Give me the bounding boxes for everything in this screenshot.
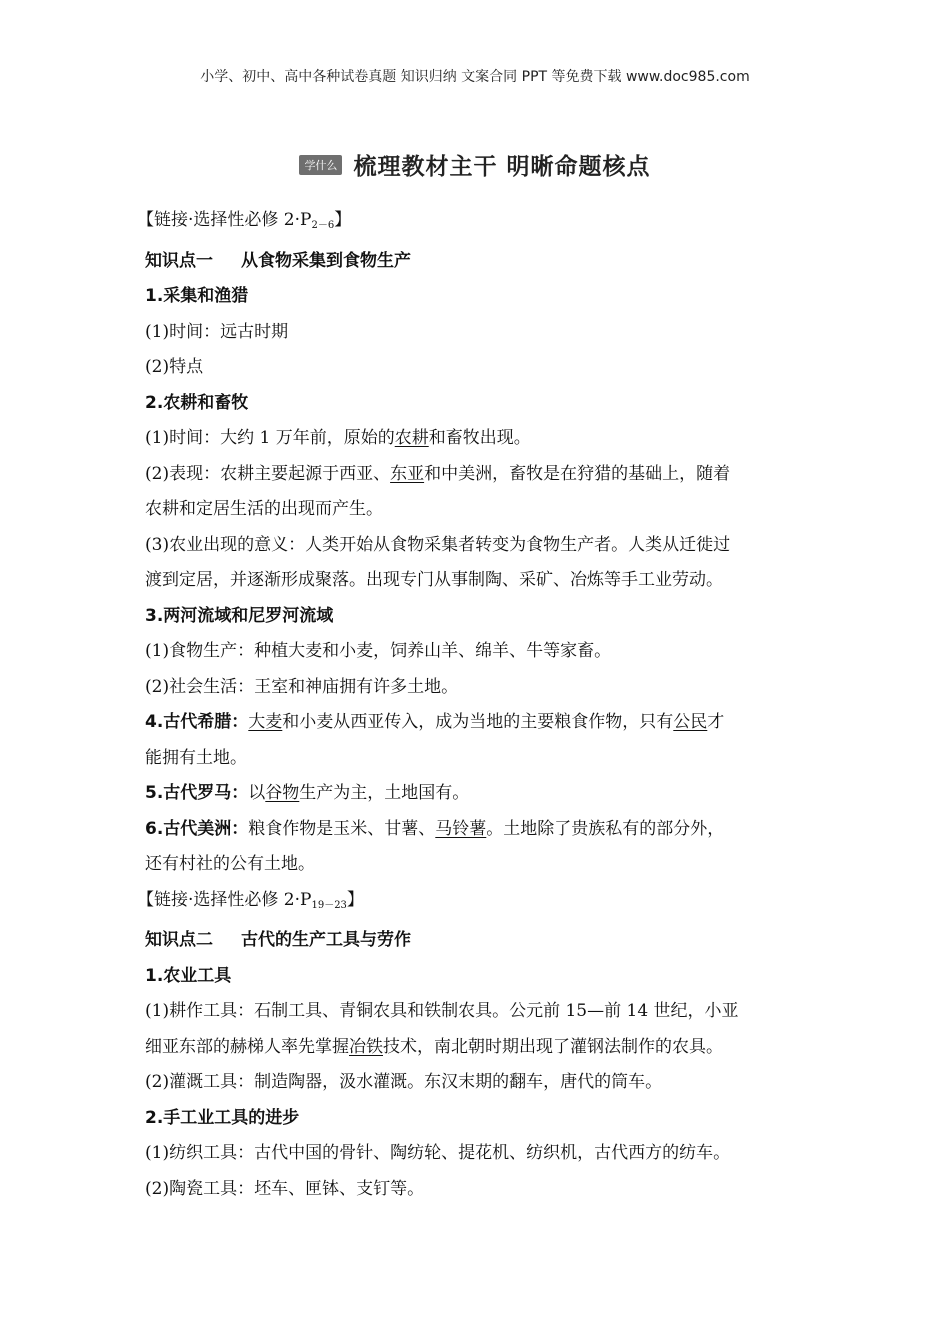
underlined-term: 大麦 <box>248 712 283 732</box>
paragraph-line: (2)陶瓷工具：坯车、匣钵、支钉等。 <box>145 1178 425 1199</box>
underlined-term: 东亚 <box>390 463 425 484</box>
section-heading: 2.手工业工具的进步 <box>145 1107 300 1128</box>
knowledge-point-2-heading: 知识点二 古代的生产工具与劳作 <box>145 930 411 950</box>
underlined-term: 谷物 <box>265 783 300 803</box>
paragraph-line: (2)灌溉工具：制造陶器，汲水灌溉。东汉末期的翻车，唐代的筒车。 <box>145 1072 663 1092</box>
section-heading: 1.采集和渔猎 <box>145 286 249 306</box>
section-heading: 2.农耕和畜牧 <box>145 392 249 413</box>
underlined-term: 冶铁 <box>349 1036 383 1057</box>
link-reference-2: 【链接·选择性必修 $2\cdot P_{19-23}$】 <box>137 889 364 911</box>
paragraph-line: (1)食物生产：种植大麦和小麦，饲养山羊、绵羊、牛等家畜。 <box>145 641 612 661</box>
title-badge: 学什么 <box>299 155 342 175</box>
paragraph-line: 细亚东部的赫梯人率先掌握冶铁技术，南北朝时期出现了灌钢法制作的农具。 <box>145 1036 723 1057</box>
link-reference-1: 【链接·选择性必修 $2\cdot P_{2-6}$】 <box>137 210 352 231</box>
underlined-term: 农耕 <box>394 428 429 448</box>
paragraph-line: 能拥有土地。 <box>145 747 247 768</box>
paragraph-line: (2)表现：农耕主要起源于西亚、东亚和中美洲，畜牧是在狩猎的基础上，随着 <box>145 463 731 484</box>
paragraph-line: 6.古代美洲：粮食作物是玉米、甘薯、马铃薯。土地除了贵族私有的部分外， <box>145 818 725 839</box>
paragraph-line: (1)纺织工具：古代中国的骨针、陶纺轮、提花机、纺织机，古代西方的纺车。 <box>145 1143 731 1163</box>
paragraph-line: 5.古代罗马：以谷物生产为主，土地国有。 <box>145 783 470 803</box>
paragraph-line: 渡到定居，并逐渐形成聚落。出现专门从事制陶、采矿、冶炼等手工业劳动。 <box>145 570 723 590</box>
paragraph-line: 4.古代希腊：大麦和小麦从西亚传入，成为当地的主要粮食作物，只有公民才 <box>145 712 725 732</box>
title-text: 梳理教材主干 明晰命题核点 <box>353 154 651 180</box>
paragraph-line: 还有村社的公有土地。 <box>145 854 315 874</box>
paragraph-line: (2)特点 <box>145 357 204 377</box>
section-heading: 1.农业工具 <box>145 965 232 986</box>
header-note: 小学、初中、高中各种试卷真题 知识归纳 文案合同 PPT 等免费下载 www.doc985.com <box>200 69 750 85</box>
section-heading: 3.两河流域和尼罗河流域 <box>145 605 334 626</box>
paragraph-line: (1)时间：大约 1 万年前，原始的农耕和畜牧出现。 <box>145 428 531 448</box>
paragraph-line: 农耕和定居生活的出现而产生。 <box>145 499 383 519</box>
page-title <box>0 148 950 181</box>
paragraph-line: (1)时间：远古时期 <box>145 321 289 342</box>
paragraph-line: (2)社会生活：王室和神庙拥有许多土地。 <box>145 676 459 697</box>
underlined-term: 公民 <box>673 712 708 732</box>
paragraph-line: (3)农业出现的意义：人类开始从食物采集者转变为食物生产者。人类从迁徙过 <box>145 534 731 555</box>
underlined-term: 马铃薯 <box>435 818 487 839</box>
paragraph-line: (1)耕作工具：石制工具、青铜农具和铁制农具。公元前 15—前 14 世纪，小亚 <box>145 1001 739 1021</box>
document-body <box>137 203 813 1207</box>
knowledge-point-1-heading: 知识点一 从食物采集到食物生产 <box>145 250 411 271</box>
